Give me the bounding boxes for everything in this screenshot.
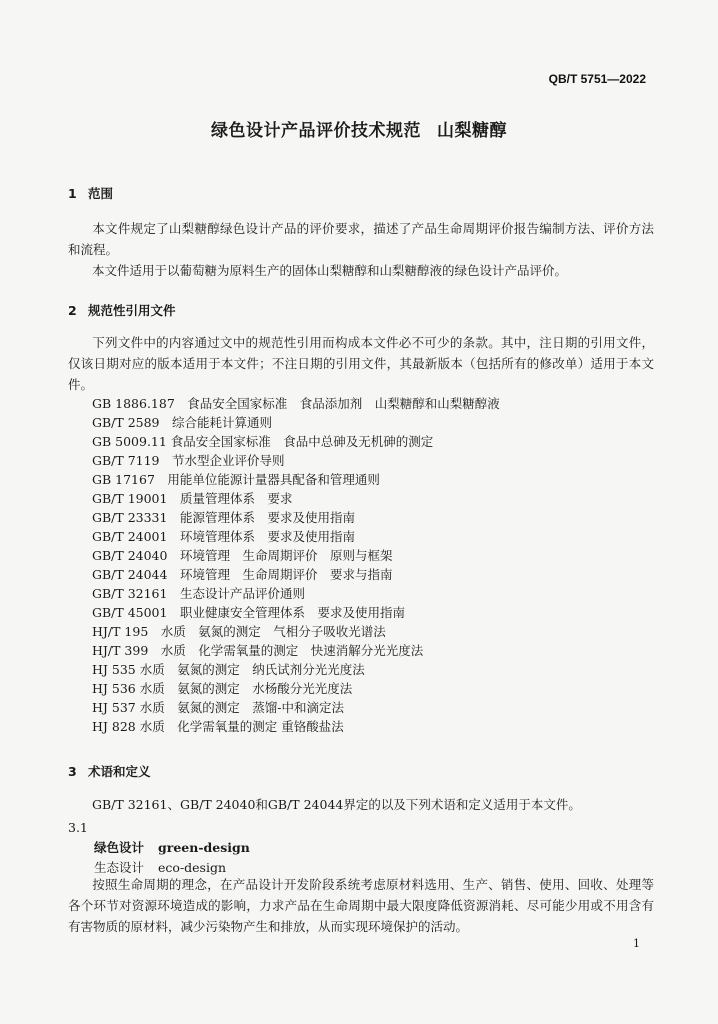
term-line (94, 838, 250, 856)
reference-item: GB 17167 用能单位能源计量器具配备和管理通则 (92, 472, 380, 487)
alt-term-cn: 生态设计 (94, 860, 145, 875)
reference-item: GB/T 32161 生态设计产品评价通则 (92, 586, 305, 601)
reference-item: GB/T 2589 综合能耗计算通则 (92, 415, 273, 430)
reference-item: GB/T 23331 能源管理体系 要求及使用指南 (92, 510, 355, 525)
term-en: green-design (158, 840, 250, 855)
reference-list (92, 394, 500, 736)
section-title: 规范性引用文件 (88, 303, 176, 318)
section-1-heading (68, 184, 113, 202)
section-2-intro: 下列文件中的内容通过文中的规范性引用而构成本文件必不可少的条款。其中，注日期的引用文件，仅该日期对应的版本适用于本文件；不注日期的引用文件，其最新版本（包括所有的修改单）适用于本文件。 (68, 335, 654, 392)
section-number: 2 (68, 303, 77, 318)
reference-item: GB/T 7119 节水型企业评价导则 (92, 453, 285, 468)
section-number: 3 (68, 764, 77, 779)
alt-term-en: eco-design (158, 860, 227, 875)
title-main: 绿色设计产品评价技术规范 (211, 121, 421, 141)
reference-item: GB 5009.11 食品安全国家标准 食品中总砷及无机砷的测定 (92, 434, 434, 449)
reference-item: HJ 535 水质 氨氮的测定 纳氏试剂分光光度法 (92, 662, 365, 677)
section-2-heading (68, 301, 176, 319)
reference-item: HJ 828 水质 化学需氧量的测定 重铬酸盐法 (92, 719, 344, 734)
section-3-intro: GB/T 32161、GB/T 24040和GB/T 24044界定的以及下列术语和定义适用于本文件。 (92, 797, 581, 812)
reference-item: HJ/T 195 水质 氨氮的测定 气相分子吸收光谱法 (92, 624, 386, 639)
page-number: 1 (633, 937, 640, 950)
term-definition: 按照生命周期的理念，在产品设计开发阶段系统考虑原材料选用、生产、销售、使用、回收、处理等各个环节对资源环境造成的影响，力求产品在生命周期中最大限度降低资源消耗、尽可能少用或不用含有有害物质的原材料，减少污染物产生和排放，从而实现环境保护的活动。 (68, 877, 654, 934)
section-1-paragraph-1: 本文件规定了山梨糖醇绿色设计产品的评价要求，描述了产品生命周期评价报告编制方法、评价方法和流程。 (68, 221, 654, 257)
reference-item: GB/T 24001 环境管理体系 要求及使用指南 (92, 529, 355, 544)
reference-item: GB/T 19001 质量管理体系 要求 (92, 491, 293, 506)
section-3-heading (68, 762, 151, 780)
reference-item: GB/T 24044 环境管理 生命周期评价 要求与指南 (92, 567, 393, 582)
section-title: 术语和定义 (88, 764, 151, 779)
reference-item: GB 1886.187 食品安全国家标准 食品添加剂 山梨糖醇和山梨糖醇液 (92, 396, 500, 411)
section-number: 1 (68, 186, 77, 201)
section-title: 范围 (88, 186, 114, 201)
standard-number: QB/T 5751—2022 (548, 72, 646, 86)
term-cn: 绿色设计 (94, 840, 145, 855)
reference-item: GB/T 45001 职业健康安全管理体系 要求及使用指南 (92, 605, 405, 620)
reference-item: HJ 536 水质 氨氮的测定 水杨酸分光光度法 (92, 681, 353, 696)
title-sub: 山梨糖醇 (437, 121, 507, 141)
term-number: 3.1 (68, 820, 88, 835)
reference-item: GB/T 24040 环境管理 生命周期评价 原则与框架 (92, 548, 393, 563)
reference-item: HJ 537 水质 氨氮的测定 蒸馏-中和滴定法 (92, 700, 344, 715)
document-title (0, 116, 718, 141)
section-1-paragraph-2: 本文件适用于以葡萄糖为原料生产的固体山梨糖醇和山梨糖醇液的绿色设计产品评价。 (92, 263, 568, 278)
reference-item: HJ/T 399 水质 化学需氧量的测定 快速消解分光光度法 (92, 643, 424, 658)
